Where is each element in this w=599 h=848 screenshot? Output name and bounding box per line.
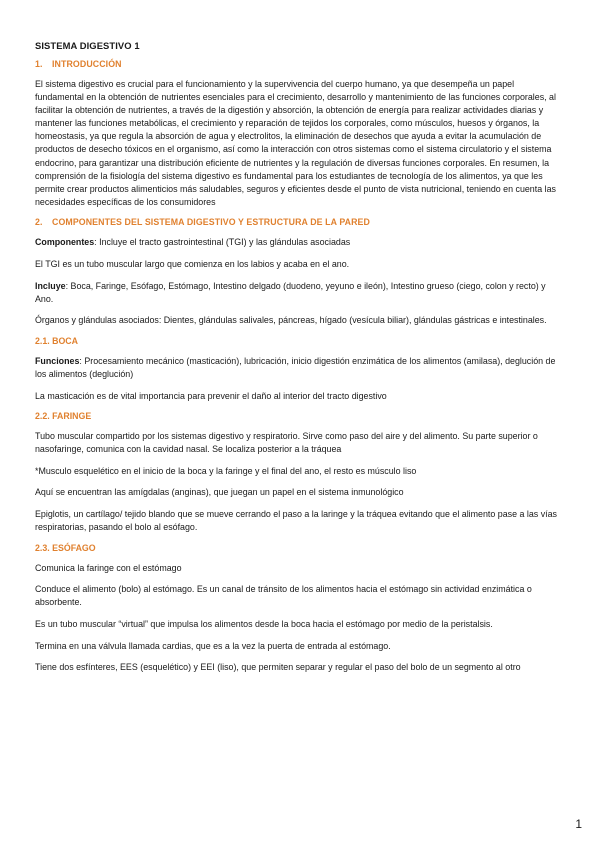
componentes-text: : Incluye el tracto gastrointestinal (TGI) y las glándulas asociadas (94, 237, 351, 248)
faringe-paragraph-4: Epiglotis, un cartílago/ tejido blando que se mueve cerrando el paso a la laringe y la tráquea evitando que el alimento pase a las vías respiratorias, pasando el bolo al esófago. (35, 509, 557, 533)
section-title: COMPONENTES DEL SISTEMA DIGESTIVO Y ESTRUCTURA DE LA PARED (52, 217, 370, 228)
esofago-paragraph-3: Es un tubo muscular “virtual” que impulsa los alimentos desde la boca hacia el estómago por medio de la peristalsis. (35, 619, 493, 630)
section-title: INTRODUCCIÓN (52, 59, 122, 69)
faringe-paragraph-2: *Musculo esquelético en el inicio de la boca y la faringe y el final del ano, el resto es músculo liso (35, 465, 417, 476)
masticacion-paragraph: La masticación es de vital importancia para prevenir el daño al interior del tracto digestivo (35, 390, 387, 401)
faringe-paragraph-3: Aquí se encuentran las amígdalas (anginas), que juegan un papel en el sistema inmunológico (35, 487, 404, 498)
intro-paragraph: El sistema digestivo es crucial para el funcionamiento y la supervivencia del cuerpo humano, ya que desempeña un papel fundamental en la obtención de nutrientes esenciales para el crecimiento, desarrollo y mantenimiento de las funciones corporales, al facilitar la obtención de nutrientes, a través de la digestión y absorción, la obtención de energía para realizar actividades diarias y mantener las funciones metabólicas, el crecimiento y reparación de tejidos los corporales, como músculos, huesos y órganos, la homeostasis, ya que regula la absorción de agua y electrolitos, la eliminación de desechos que ayuda a evitar la acumulación de productos de desecho tóxicos en el organismo, así como la interacción con otros sistemas como el sistema circulatorio y el sistema endocrino, para garantizar una distribución eficiente de nutrientes y la regulación de diversas funciones corporales. En resumen, la comprensión de la fisiología del sistema digestivo es fundamental para los estudiantes de tecnología de los alimentos, ya que les permite crear productos alimenticios más saludables, seguros y eficientes desde el punto de vista nutricional, teniendo en cuenta las necesidades específicas de los consumidores (35, 79, 556, 207)
page-number: 1 (575, 817, 582, 831)
esofago-paragraph-5: Tiene dos esfínteres, EES (esquelético) y EEI (liso), que permiten separar y regular el paso del bolo de un segmento al otro (35, 662, 521, 673)
section-number: 1. (35, 59, 43, 69)
subheading-esofago: 2.3. ESÓFAGO (35, 542, 96, 553)
componentes-paragraph (35, 236, 565, 249)
section-heading-componentes (35, 217, 565, 227)
section-heading-introduccion (35, 59, 565, 69)
esofago-paragraph-4: Termina en una válvula llamada cardias, que es a la vez la puerta de entrada al estómago. (35, 640, 391, 651)
subheading-boca: 2.1. BOCA (35, 335, 79, 346)
esofago-paragraph-2: Conduce el alimento (bolo) al estómago. Es un canal de tránsito de los alimentos hacia el estómago sin actividad enzimática o absorbente. (35, 584, 532, 608)
incluye-label: Incluye (35, 280, 66, 291)
esofago-paragraph-1: Comunica la faringe con el estómago (35, 562, 182, 573)
section-number: 2. (35, 217, 43, 228)
funciones-paragraph (35, 355, 565, 381)
subheading-faringe: 2.2. FARINGE (35, 411, 92, 422)
tgi-paragraph: El TGI es un tubo muscular largo que comienza en los labios y acaba en el ano. (35, 259, 350, 270)
incluye-text: : Boca, Faringe, Esófago, Estómago, Intestino delgado (duodeno, yeyuno e ileón), Intestino grueso (ciego, colon y recto) y Ano. (35, 280, 546, 304)
componentes-label: Componentes (35, 237, 95, 248)
document-page (35, 40, 565, 683)
funciones-label: Funciones (35, 355, 80, 366)
organos-paragraph: Órganos y glándulas asociados: Dientes, glándulas salivales, páncreas, hígado (vesícula biliar), glándulas gástricas e intestinales. (35, 315, 547, 326)
funciones-text: : Procesamiento mecánico (masticación), lubricación, inicio digestión enzimática de los alimentos (amilasa), deglución de los alimentos (deglución) (35, 355, 556, 379)
document-title: SISTEMA DIGESTIVO 1 (35, 40, 140, 51)
faringe-paragraph-1: Tubo muscular compartido por los sistemas digestivo y respiratorio. Sirve como paso del aire y del alimento. Su parte superior o nasofaringe, comunica con la cavidad nasal. Se localiza posterior a la tráquea (35, 431, 538, 455)
incluye-paragraph (35, 280, 565, 306)
